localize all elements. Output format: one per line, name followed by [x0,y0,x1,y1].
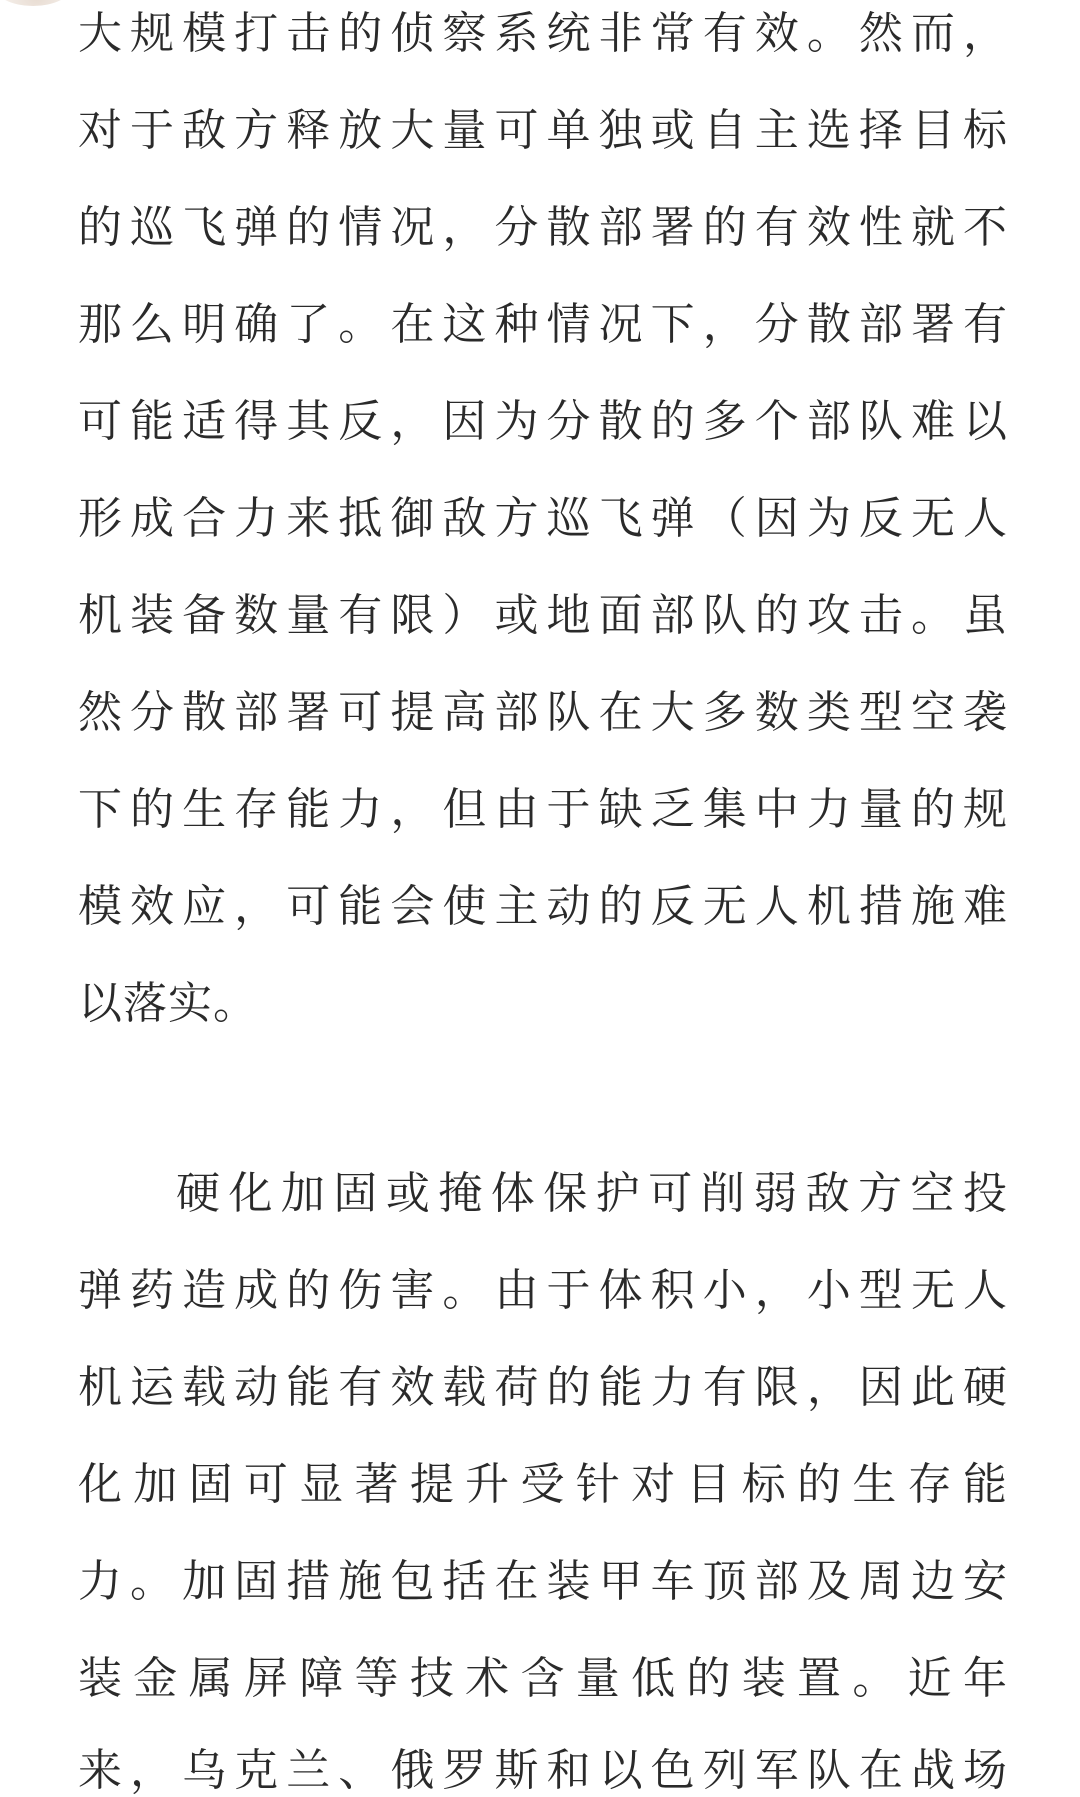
paragraph-2-line-2: 弹药造成的伤害。由于体积小，小型无人 [78,1265,1008,1316]
paragraph-1-line-6: 形成合力来抵御敌方巡飞弹（因为反无人 [78,493,1008,544]
paragraph-1-line-8: 然分散部署可提高部队在大多数类型空袭 [78,687,1008,738]
paragraph-1-line-4: 那么明确了。在这种情况下，分散部署有 [78,299,1008,350]
paragraph-2-line-5: 力。加固措施包括在装甲车顶部及周边安 [78,1556,1008,1607]
paragraph-1-line-7: 机装备数量有限）或地面部队的攻击。虽 [78,590,1008,641]
paragraph-1-line-10: 模效应，可能会使主动的反无人机措施难 [78,881,1008,932]
paragraph-1-line-11: 以落实。 [78,978,258,1029]
paragraph-1-line-1: 大规模打击的侦察系统非常有效。然而， [78,8,1008,59]
paragraph-1-line-2: 对于敌方释放大量可单独或自主选择目标 [78,105,1008,156]
paragraph-2-line-1: 硬化加固或掩体保护可削弱敌方空投 [176,1168,1008,1219]
paragraph-1-line-9: 下的生存能力，但由于缺乏集中力量的规 [78,784,1008,835]
paragraph-2-line-6: 装金属屏障等技术含量低的装置。近年 [78,1653,1008,1704]
paragraph-1-line-5: 可能适得其反，因为分散的多个部队难以 [78,396,1008,447]
paragraph-1-line-3: 的巡飞弹的情况，分散部署的有效性就不 [78,202,1008,253]
paragraph-2-line-4: 化加固可显著提升受针对目标的生存能 [78,1459,1008,1510]
avatar [0,0,72,6]
paragraph-2-line-3: 机运载动能有效载荷的能力有限，因此硬 [78,1362,1008,1413]
paragraph-2-line-7: 来，乌克兰、俄罗斯和以色列军队在战场 [78,1745,1008,1796]
